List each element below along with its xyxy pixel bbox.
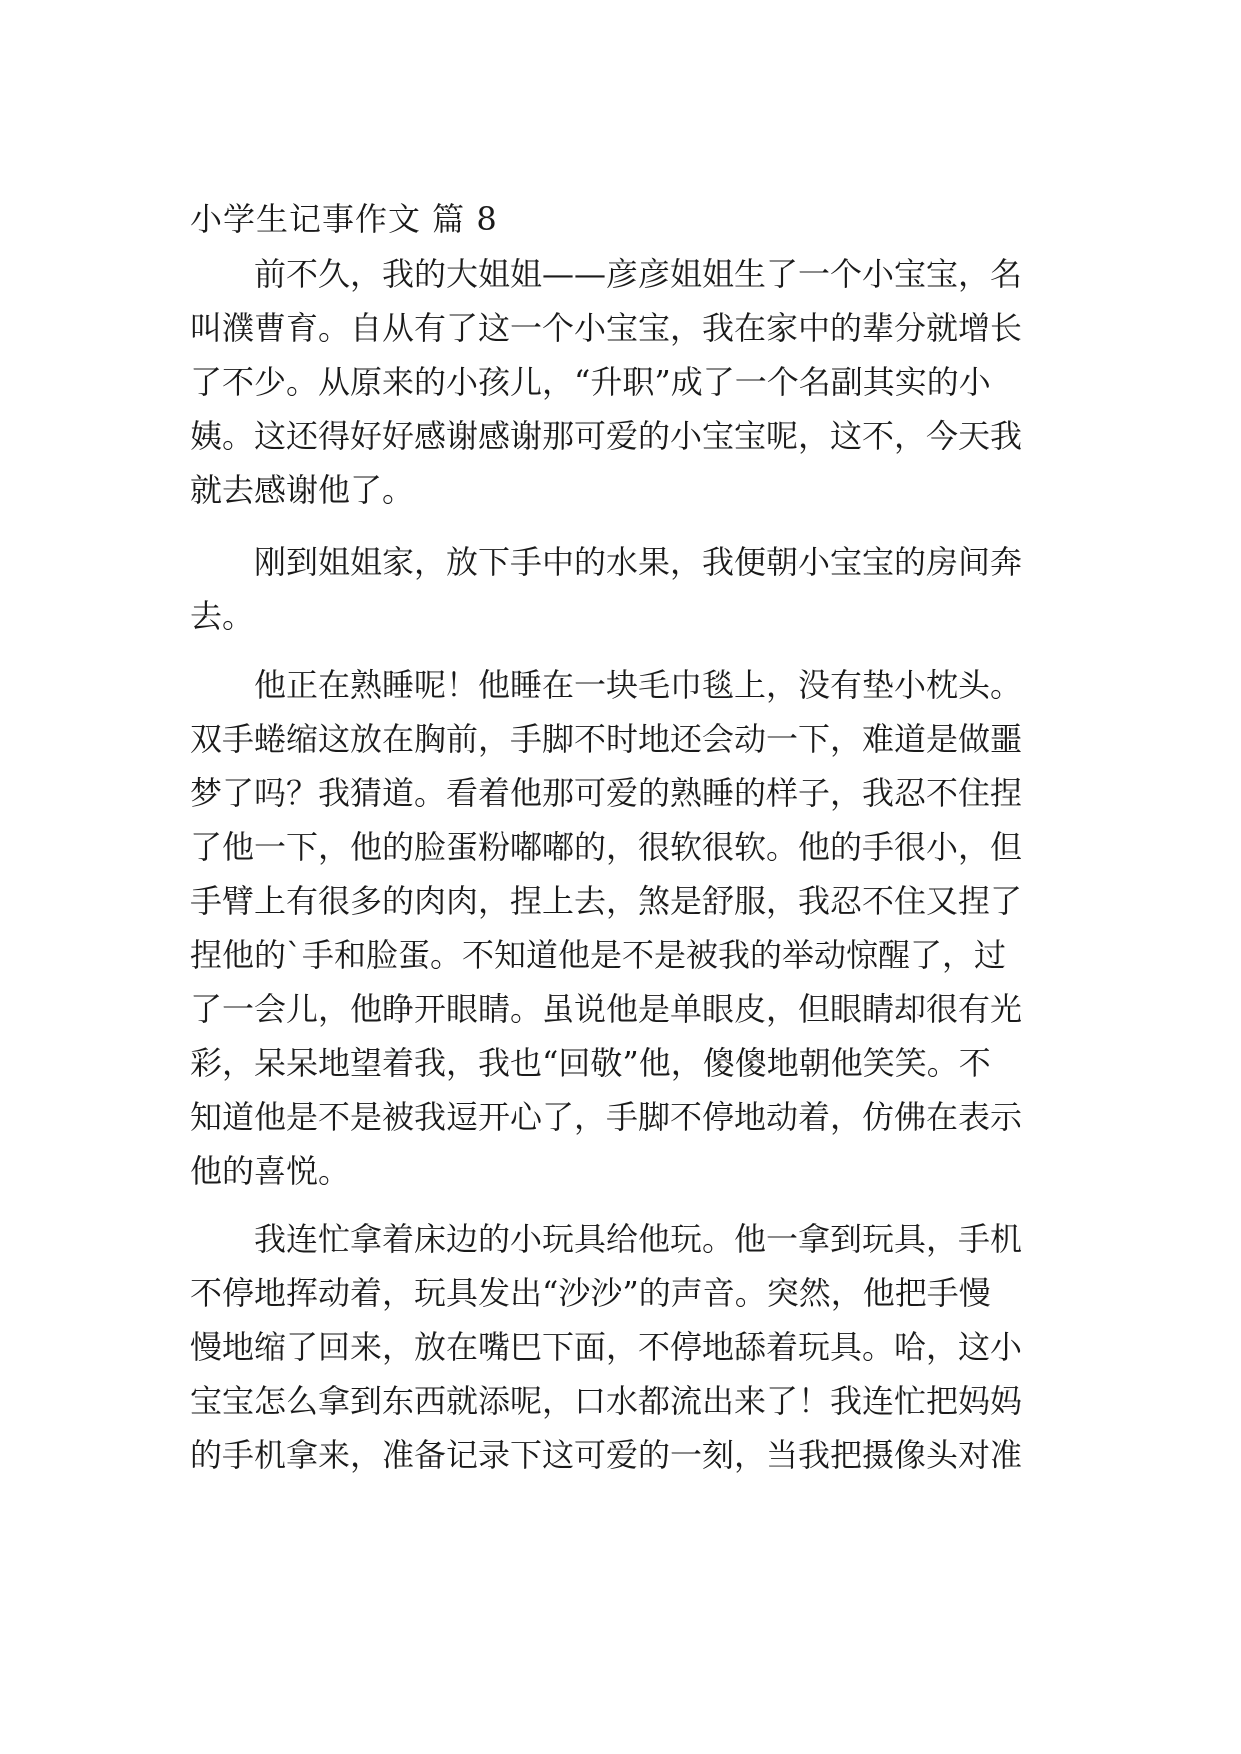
text-line: 了一会儿，他睁开眼睛。虽说他是单眼皮，但眼睛却很有光 [190, 990, 1023, 1028]
text-line: 的手机拿来，准备记录下这可爱的一刻，当我把摄像头对准 [190, 1436, 1023, 1474]
text-line: 双手蜷缩这放在胸前，手脚不时地还会动一下，难道是做噩 [190, 720, 1023, 758]
text-line: 姨。这还得好好感谢感谢那可爱的小宝宝呢，这不，今天我 [190, 417, 1023, 455]
text-line: 了他一下，他的脸蛋粉嘟嘟的，很软很软。他的手很小，但 [190, 828, 1023, 866]
text-line: 刚到姐姐家，放下手中的水果，我便朝小宝宝的房间奔 [254, 543, 1023, 581]
text-line: 慢地缩了回来，放在嘴巴下面，不停地舔着玩具。哈，这小 [190, 1328, 1023, 1366]
text-line: 就去感谢他了。 [190, 471, 415, 509]
text-line: 宝宝怎么拿到东西就添呢，口水都流出来了！我连忙把妈妈 [190, 1382, 1023, 1420]
text-line: 他的喜悦。 [190, 1152, 351, 1190]
text-line: 他正在熟睡呢！他睡在一块毛巾毯上，没有垫小枕头。 [254, 666, 1023, 704]
text-line: 知道他是不是被我逗开心了，手脚不停地动着，仿佛在表示 [190, 1098, 1023, 1136]
text-line: 手臂上有很多的肉肉，捏上去，煞是舒服，我忍不住又捏了 [190, 882, 1023, 920]
text-line: 去。 [190, 597, 255, 635]
text-line: 叫濮曹育。自从有了这一个小宝宝，我在家中的辈分就增长 [190, 309, 1023, 347]
text-line: 梦了吗？我猜道。看着他那可爱的熟睡的样子，我忍不住捏 [190, 774, 1023, 812]
text-line: 我连忙拿着床边的小玩具给他玩。他一拿到玩具，手机 [254, 1220, 1023, 1258]
text-line: 前不久，我的大姐姐——彦彦姐姐生了一个小宝宝，名 [254, 255, 1023, 293]
document-title: 小学生记事作文 篇 8 [190, 200, 498, 238]
text-line: 彩，呆呆地望着我，我也“回敬”他，傻傻地朝他笑笑。不 [190, 1044, 991, 1082]
text-line: 捏他的`手和脸蛋。不知道他是不是被我的举动惊醒了，过 [190, 936, 1007, 974]
text-line: 了不少。从原来的小孩儿，“升职”成了一个名副其实的小 [190, 363, 991, 401]
text-line: 不停地挥动着，玩具发出“沙沙”的声音。突然，他把手慢 [190, 1274, 991, 1312]
